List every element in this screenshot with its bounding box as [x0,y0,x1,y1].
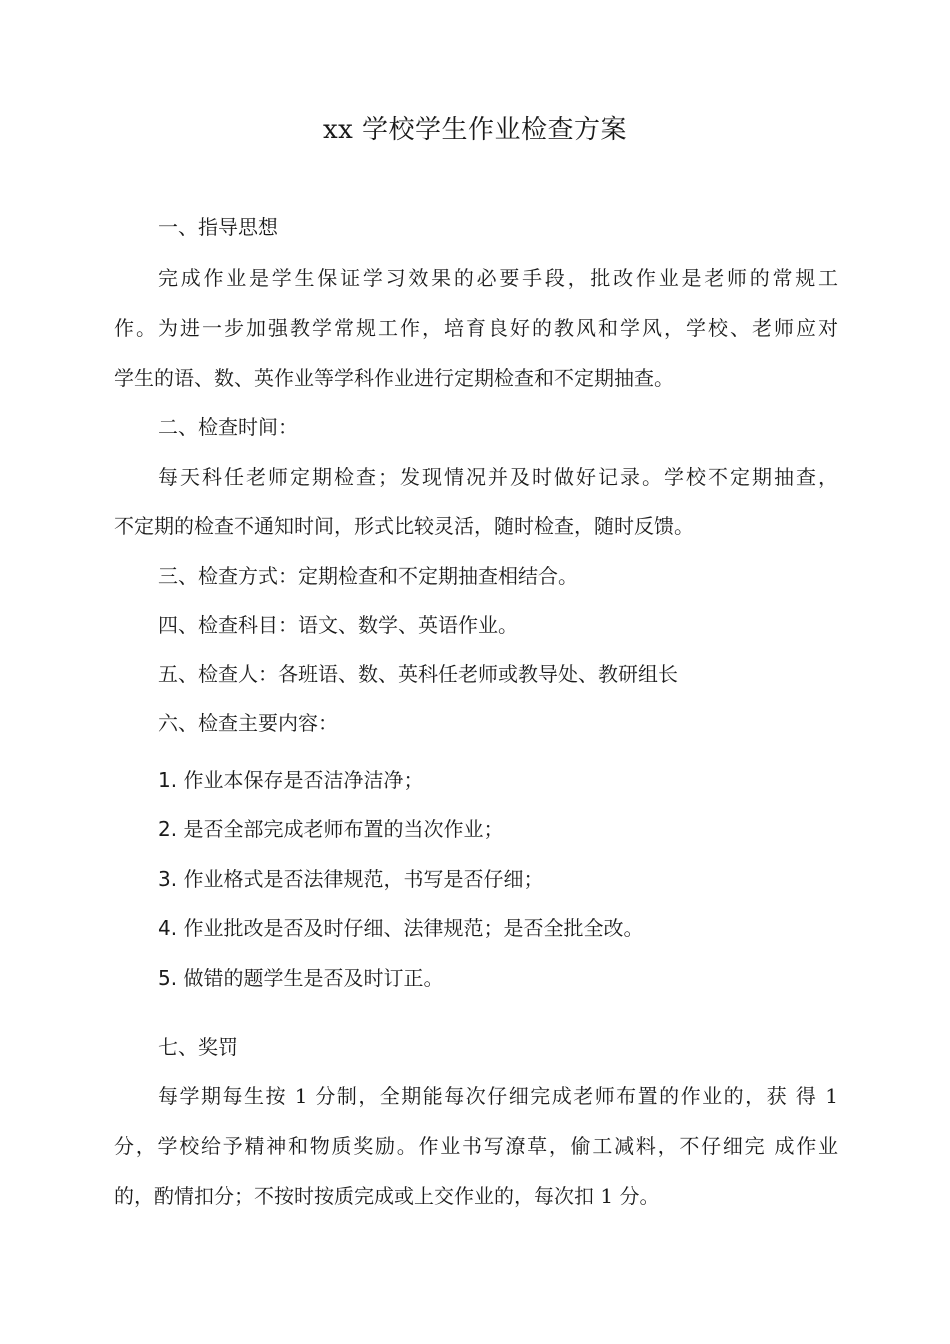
list-item [158,865,543,893]
paragraph-rewards-line-1: 每学期每生按 1 分制，全期能每次仔细完成老师布置的作业的，获 得 1 [158,1084,838,1108]
list-item-number: 2. [158,817,178,841]
section-check-method: 三、检查方式：定期检查和不定期抽查相结合。 [158,564,578,588]
section-inspectors: 五、检查人：各班语、数、英科任老师或教导处、教研组长 [158,662,678,686]
list-item-text: 是否全部完成老师布置的当次作业； [183,817,504,841]
section-heading-main-content: 六、检查主要内容： [158,711,338,735]
list-item-text: 做错的题学生是否及时订正。 [183,966,444,990]
list-item-number: 5. [158,966,178,990]
list-item [158,964,443,992]
paragraph-rewards-line-2: 分，学校给予精神和物质奖励。作业书写潦草，偷工减料，不仔细完 成作业 [114,1134,838,1158]
section-check-subjects: 四、检查科目：语文、数学、英语作业。 [158,613,518,637]
paragraph-guiding-line-1: 完成作业是学生保证学习效果的必要手段，批改作业是老师的常规工 [158,266,838,290]
section-heading-check-time: 二、检查时间： [158,415,298,439]
paragraph-check-time-line-2: 不定期的检查不通知时间，形式比较灵活，随时检查，随时反馈。 [114,514,694,538]
list-item-text: 作业批改是否及时仔细、法律规范；是否全批全改。 [183,916,644,940]
list-item [158,914,643,942]
list-item [158,815,503,843]
document-title: xx 学校学生作业检查方案 [322,115,628,145]
list-item-text: 作业本保存是否洁净洁净； [183,768,424,792]
paragraph-guiding-line-3: 学生的语、数、英作业等学科作业进行定期检查和不定期抽查。 [114,366,674,390]
section-heading-guiding-thought: 一、指导思想 [158,215,278,239]
section-heading-rewards-penalties: 七、奖罚 [158,1035,238,1059]
paragraph-guiding-line-2: 作。为进一步加强教学常规工作，培育良好的教风和学风，学校、老师应对 [114,316,838,340]
list-item [158,766,423,794]
list-item-number: 1. [158,768,178,792]
list-item-text: 作业格式是否法律规范，书写是否仔细； [183,867,544,891]
paragraph-check-time-line-1: 每天科任老师定期检查；发现情况并及时做好记录。学校不定期抽查， [158,465,838,489]
paragraph-rewards-line-3: 的，酌情扣分；不按时按质完成或上交作业的，每次扣 1 分。 [114,1184,660,1208]
list-item-number: 3. [158,867,178,891]
list-item-number: 4. [158,916,178,940]
